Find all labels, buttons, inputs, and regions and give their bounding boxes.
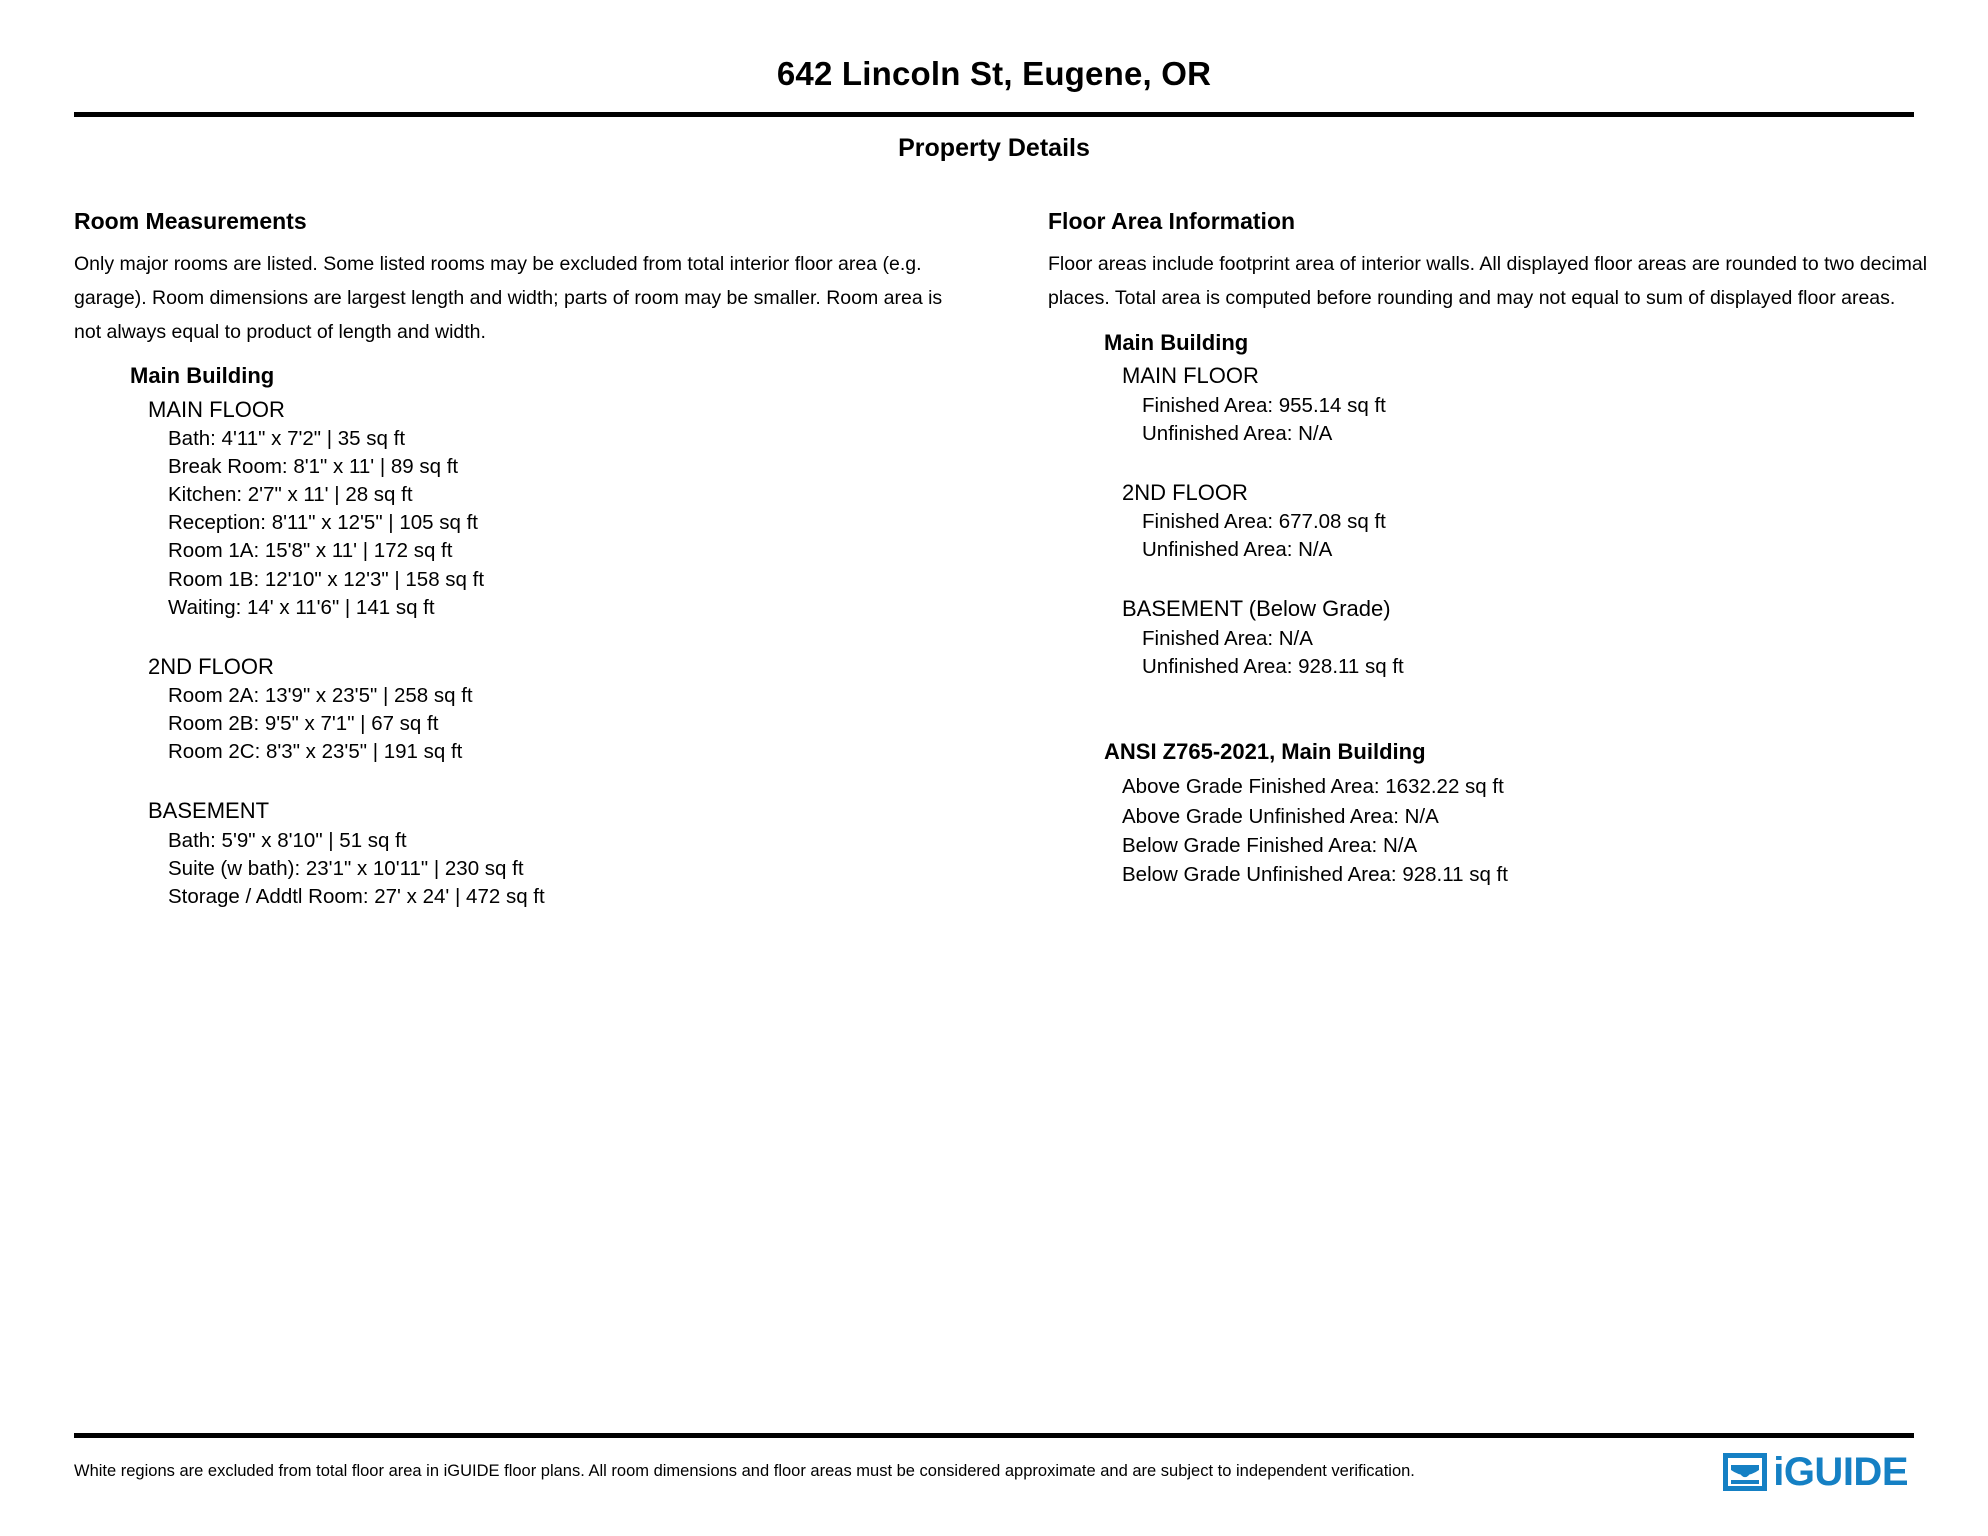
- iguide-logo: [1723, 1452, 1914, 1492]
- floor-area-note: Floor areas include footprint area of interior walls. All displayed floor areas are rounded to two decimal places. Total area is computed before rounding and may not equal to sum of displayed floor areas.: [1048, 253, 1928, 310]
- area-entry: Finished Area: 955.14 sq ft: [1142, 393, 1386, 417]
- room-entry: Room 2A: 13'9" x 23'5" | 258 sq ft: [168, 684, 473, 708]
- room-entry: Reception: 8'11" x 12'5" | 105 sq ft: [168, 511, 478, 535]
- room-entry: Waiting: 14' x 11'6" | 141 sq ft: [168, 595, 435, 619]
- room-floor-group: [74, 652, 992, 767]
- footer-disclaimer: White regions are excluded from total floor area in iGUIDE floor plans. All room dimensions and floor areas must be considered approximate and are subject to independent verification.: [74, 1462, 1415, 1481]
- area-floor-group: [1048, 478, 1966, 565]
- floor-area-heading: Floor Area Information: [1048, 207, 1296, 234]
- ansi-entry: Above Grade Unfinished Area: N/A: [1122, 804, 1439, 828]
- room-entry: Room 2C: 8'3" x 23'5" | 191 sq ft: [168, 740, 463, 764]
- page-subtitle: Property Details: [898, 133, 1090, 162]
- room-entry: Bath: 5'9" x 8'10" | 51 sq ft: [168, 828, 407, 852]
- room-entry: Room 1B: 12'10" x 12'3" | 158 sq ft: [168, 567, 485, 591]
- room-entry: Bath: 4'11" x 7'2" | 35 sq ft: [168, 427, 406, 451]
- area-entry: Unfinished Area: N/A: [1142, 538, 1333, 562]
- area-entry: Finished Area: N/A: [1142, 626, 1313, 650]
- area-entry: Unfinished Area: N/A: [1142, 421, 1333, 445]
- room-entry: Kitchen: 2'7" x 11' | 28 sq ft: [168, 483, 413, 507]
- floor-area-column: [1048, 207, 1966, 911]
- room-measurements-heading: Room Measurements: [74, 207, 307, 234]
- area-building-label: Main Building: [1104, 329, 1249, 355]
- room-floor-group: [74, 796, 992, 911]
- room-floor-group: [74, 395, 992, 622]
- floor-name: 2ND FLOOR: [148, 653, 274, 679]
- floor-name: BASEMENT: [148, 798, 270, 824]
- room-entry: Room 1A: 15'8" x 11' | 172 sq ft: [168, 539, 453, 563]
- floor-area-body: [1048, 316, 1966, 889]
- floor-name: BASEMENT (Below Grade): [1122, 596, 1391, 622]
- room-building-label: Main Building: [130, 363, 275, 389]
- room-entry: Suite (w bath): 23'1" x 10'11" | 230 sq ft: [168, 856, 524, 880]
- room-entry: Break Room: 8'1" x 11' | 89 sq ft: [168, 455, 459, 479]
- room-measurements-body: [74, 349, 992, 911]
- room-measurements-note: Only major rooms are listed. Some listed rooms may be excluded from total interior floor area (e.g. garage). Room dimensions are largest length and width; parts of room may be smaller. Room area is not always equal to product of length and width.: [74, 253, 943, 343]
- room-entry: Storage / Addtl Room: 27' x 24' | 472 sq ft: [168, 884, 545, 908]
- area-entry: Finished Area: 677.08 sq ft: [1142, 510, 1386, 534]
- area-floor-group: [1048, 361, 1966, 448]
- ansi-entry: Below Grade Unfinished Area: 928.11 sq ft: [1122, 862, 1508, 886]
- area-floor-group: [1048, 594, 1966, 681]
- ansi-entry: Below Grade Finished Area: N/A: [1122, 833, 1418, 857]
- footer-divider: [74, 1433, 1914, 1438]
- ansi-entry: Above Grade Finished Area: 1632.22 sq ft: [1122, 775, 1504, 799]
- ansi-standard-group: [1048, 737, 1966, 889]
- room-entry: Room 2B: 9'5" x 7'1" | 67 sq ft: [168, 712, 439, 736]
- room-measurements-column: [74, 207, 992, 911]
- panorama-camera-icon: [1723, 1453, 1767, 1491]
- area-entry: Unfinished Area: 928.11 sq ft: [1142, 654, 1404, 678]
- content-columns: [74, 163, 1928, 911]
- floor-name: 2ND FLOOR: [1122, 479, 1248, 505]
- ansi-heading: ANSI Z765-2021, Main Building: [1104, 738, 1426, 764]
- floor-name: MAIN FLOOR: [148, 396, 285, 422]
- page-title: 642 Lincoln St, Eugene, OR: [776, 55, 1212, 92]
- footer-row: [74, 1452, 1914, 1492]
- iguide-wordmark: iGUIDE: [1773, 1450, 1908, 1494]
- page-footer: [74, 1433, 1914, 1492]
- floor-name: MAIN FLOOR: [1122, 363, 1259, 389]
